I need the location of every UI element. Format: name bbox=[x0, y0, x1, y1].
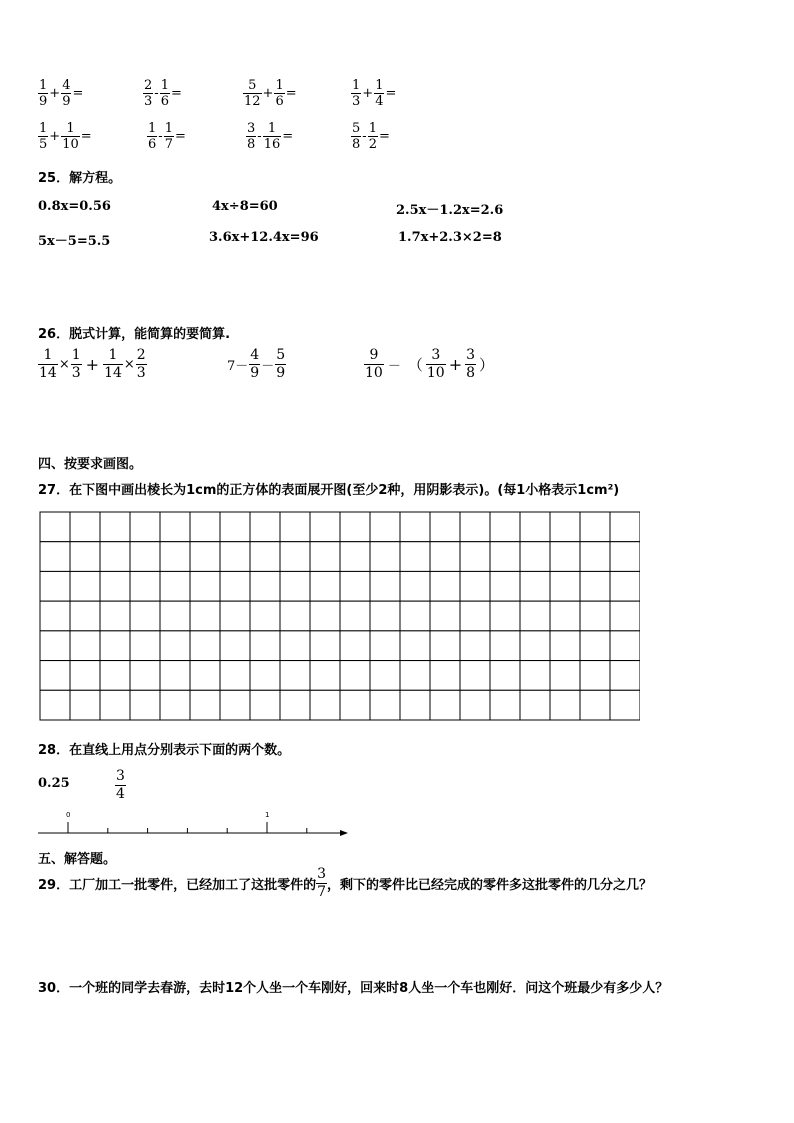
grid-cell[interactable] bbox=[370, 571, 400, 601]
question-26-title: 26．脱式计算，能简算的要简算. bbox=[38, 327, 231, 342]
grid-cell[interactable] bbox=[100, 690, 130, 720]
grid-cell[interactable] bbox=[310, 690, 340, 720]
grid-cell[interactable] bbox=[580, 542, 610, 572]
drawing-grid[interactable] bbox=[39, 511, 640, 721]
grid-cell[interactable] bbox=[370, 631, 400, 661]
grid-cell[interactable] bbox=[190, 542, 220, 572]
fraction-expression: $\frac{1}{6}$ - $\frac{1}{7}$ = bbox=[148, 121, 186, 152]
grid-cell[interactable] bbox=[220, 512, 250, 542]
grid-cell[interactable] bbox=[430, 512, 460, 542]
question-27-title: 27．在下图中画出棱长为1cm的正方体的表面展开图(至少2种，用阴影表示)。(每1小格表示1cm²) bbox=[38, 483, 620, 498]
grid-cell[interactable] bbox=[130, 690, 160, 720]
fraction-expression: $\frac{1}{9}$ + $\frac{4}{9}$ = bbox=[39, 78, 84, 109]
grid-cell[interactable] bbox=[610, 512, 640, 542]
expression-3: $\frac{9}{10}$ － （ $\frac{3}{10}$ + $\frac{3}{8}$ ） bbox=[365, 347, 495, 381]
grid-cell[interactable] bbox=[610, 690, 640, 720]
grid-cell[interactable] bbox=[250, 571, 280, 601]
grid-cell[interactable] bbox=[400, 631, 430, 661]
grid-cell[interactable] bbox=[400, 661, 430, 691]
fraction-expression: $\frac{3}{8}$ - $\frac{1}{16}$ = bbox=[247, 121, 294, 152]
grid-cell[interactable] bbox=[490, 690, 520, 720]
grid-cell[interactable] bbox=[430, 661, 460, 691]
grid-cell[interactable] bbox=[130, 661, 160, 691]
grid-cell[interactable] bbox=[40, 601, 70, 631]
grid-cell[interactable] bbox=[460, 542, 490, 572]
question-28-title: 28．在直线上用点分别表示下面的两个数。 bbox=[38, 743, 291, 758]
grid-cell[interactable] bbox=[460, 631, 490, 661]
grid-cell[interactable] bbox=[220, 571, 250, 601]
grid-cell[interactable] bbox=[400, 542, 430, 572]
fraction-expression: $\frac{5}{12}$ + $\frac{1}{6}$ = bbox=[244, 78, 297, 109]
grid-cell[interactable] bbox=[70, 690, 100, 720]
number-line[interactable] bbox=[36, 808, 356, 840]
grid-cell[interactable] bbox=[580, 601, 610, 631]
grid-cell[interactable] bbox=[100, 661, 130, 691]
grid-cell[interactable] bbox=[340, 690, 370, 720]
grid-cell[interactable] bbox=[430, 542, 460, 572]
grid-cell[interactable] bbox=[220, 690, 250, 720]
grid-cell[interactable] bbox=[190, 690, 220, 720]
grid-cell[interactable] bbox=[460, 571, 490, 601]
grid-cell[interactable] bbox=[250, 631, 280, 661]
grid-cell[interactable] bbox=[460, 512, 490, 542]
grid-cell[interactable] bbox=[430, 690, 460, 720]
grid-cell[interactable] bbox=[190, 601, 220, 631]
grid-cell[interactable] bbox=[160, 571, 190, 601]
grid-cell[interactable] bbox=[220, 601, 250, 631]
fraction-expression: $\frac{2}{3}$ - $\frac{1}{6}$ = bbox=[144, 78, 182, 109]
grid-cell[interactable] bbox=[370, 512, 400, 542]
grid-cell[interactable] bbox=[70, 631, 100, 661]
grid-cell[interactable] bbox=[280, 512, 310, 542]
grid-cell[interactable] bbox=[190, 631, 220, 661]
grid-cell[interactable] bbox=[460, 661, 490, 691]
question-30: 30．一个班的同学去春游，去时12个人坐一个车刚好，回来时8人坐一个车也刚好．问这个班最少有多少人？ bbox=[38, 981, 669, 996]
equation: 1.7x+2.3×2=8 bbox=[398, 230, 502, 245]
grid-cell[interactable] bbox=[250, 661, 280, 691]
grid-cell[interactable] bbox=[550, 690, 580, 720]
question-25-title: 25．解方程。 bbox=[38, 171, 122, 186]
grid-cell[interactable] bbox=[310, 601, 340, 631]
grid-cell[interactable] bbox=[460, 690, 490, 720]
fraction-expression: $\frac{1}{3}$ + $\frac{1}{4}$ = bbox=[352, 78, 397, 109]
grid-cell[interactable] bbox=[610, 542, 640, 572]
tick-label-0: 0 bbox=[66, 811, 71, 819]
grid-cell[interactable] bbox=[340, 631, 370, 661]
grid-cell[interactable] bbox=[400, 690, 430, 720]
grid-cell[interactable] bbox=[520, 571, 550, 601]
grid-cell[interactable] bbox=[550, 571, 580, 601]
fraction: $\frac{1}{9}$ bbox=[39, 78, 48, 109]
grid-cell[interactable] bbox=[490, 542, 520, 572]
grid-cell[interactable] bbox=[70, 571, 100, 601]
grid-cell[interactable] bbox=[70, 512, 100, 542]
grid-cell[interactable] bbox=[70, 661, 100, 691]
grid-cell[interactable] bbox=[280, 661, 310, 691]
grid-cell[interactable] bbox=[310, 661, 340, 691]
grid-cell[interactable] bbox=[40, 690, 70, 720]
grid-cell[interactable] bbox=[430, 601, 460, 631]
grid-cell[interactable] bbox=[310, 631, 340, 661]
grid-cell[interactable] bbox=[520, 512, 550, 542]
grid-cell[interactable] bbox=[280, 601, 310, 631]
grid-cell[interactable] bbox=[280, 571, 310, 601]
grid-cell[interactable] bbox=[250, 542, 280, 572]
grid-cell[interactable] bbox=[130, 601, 160, 631]
grid-cell[interactable] bbox=[40, 661, 70, 691]
grid-cell[interactable] bbox=[100, 571, 130, 601]
grid-cell[interactable] bbox=[190, 661, 220, 691]
grid-cell[interactable] bbox=[340, 542, 370, 572]
grid-cell[interactable] bbox=[160, 661, 190, 691]
equation: 3.6x+12.4x=96 bbox=[209, 230, 319, 245]
grid-cell[interactable] bbox=[70, 542, 100, 572]
grid-cell[interactable] bbox=[310, 512, 340, 542]
grid-cell[interactable] bbox=[130, 512, 160, 542]
expression-1: $\frac{1}{14}$ × $\frac{1}{3}$ + $\frac{1}{14}$ × $\frac{2}{3}$ bbox=[39, 347, 146, 381]
grid-cell[interactable] bbox=[430, 631, 460, 661]
grid-cell[interactable] bbox=[280, 542, 310, 572]
grid-cell[interactable] bbox=[160, 601, 190, 631]
equation: 5x－5=5.5 bbox=[38, 234, 111, 249]
grid-cell[interactable] bbox=[100, 542, 130, 572]
grid-cell[interactable] bbox=[610, 661, 640, 691]
grid-cell[interactable] bbox=[490, 631, 520, 661]
grid-cell[interactable] bbox=[430, 571, 460, 601]
section-5-title: 五、解答题。 bbox=[38, 852, 117, 867]
grid-cell[interactable] bbox=[490, 661, 520, 691]
grid-cell[interactable] bbox=[280, 631, 310, 661]
grid-cell[interactable] bbox=[370, 601, 400, 631]
grid-cell[interactable] bbox=[310, 571, 340, 601]
grid-cell[interactable] bbox=[400, 512, 430, 542]
grid-cell[interactable] bbox=[190, 571, 220, 601]
grid-cell[interactable] bbox=[160, 542, 190, 572]
grid-cell[interactable] bbox=[550, 661, 580, 691]
grid-cell[interactable] bbox=[490, 512, 520, 542]
grid-cell[interactable] bbox=[610, 631, 640, 661]
grid-cell[interactable] bbox=[340, 571, 370, 601]
grid-cell[interactable] bbox=[520, 661, 550, 691]
expression-2: 7－ $\frac{4}{9}$ － $\frac{5}{9}$ bbox=[227, 347, 286, 381]
grid-cell[interactable] bbox=[400, 571, 430, 601]
grid-cell[interactable] bbox=[610, 571, 640, 601]
fraction: $\frac{4}{9}$ bbox=[62, 78, 71, 109]
grid-cell[interactable] bbox=[550, 631, 580, 661]
question-29: 29．工厂加工一批零件，已经加工了这批零件的 $\frac{3}{7}$ ，剩下的零件比已经完成的零件多这批零件的几分之几？ bbox=[38, 866, 653, 900]
grid-cell[interactable] bbox=[220, 661, 250, 691]
grid-cell[interactable] bbox=[280, 690, 310, 720]
grid-cell[interactable] bbox=[40, 571, 70, 601]
grid-cell[interactable] bbox=[340, 512, 370, 542]
grid-cell[interactable] bbox=[580, 571, 610, 601]
grid-cell[interactable] bbox=[40, 542, 70, 572]
grid-cell[interactable] bbox=[160, 690, 190, 720]
grid-cell[interactable] bbox=[250, 690, 280, 720]
section-4-title: 四、按要求画图。 bbox=[38, 457, 143, 472]
grid-cell[interactable] bbox=[40, 631, 70, 661]
grid-cell[interactable] bbox=[370, 542, 400, 572]
grid-cell[interactable] bbox=[580, 690, 610, 720]
grid-cell[interactable] bbox=[340, 661, 370, 691]
grid-cell[interactable] bbox=[400, 601, 430, 631]
grid-cell[interactable] bbox=[550, 542, 580, 572]
equation: 2.5x－1.2x=2.6 bbox=[396, 203, 504, 218]
equation: 0.8x=0.56 bbox=[38, 199, 111, 214]
grid-cell[interactable] bbox=[490, 601, 520, 631]
grid-cell[interactable] bbox=[520, 601, 550, 631]
grid-cell[interactable] bbox=[100, 512, 130, 542]
grid-cell[interactable] bbox=[220, 542, 250, 572]
grid-cell[interactable] bbox=[160, 631, 190, 661]
grid-cell[interactable] bbox=[580, 512, 610, 542]
grid-cell[interactable] bbox=[370, 661, 400, 691]
grid-cell[interactable] bbox=[550, 601, 580, 631]
grid-cell[interactable] bbox=[460, 601, 490, 631]
grid-cell[interactable] bbox=[250, 512, 280, 542]
grid-cell[interactable] bbox=[520, 542, 550, 572]
grid-cell[interactable] bbox=[160, 512, 190, 542]
grid-cell[interactable] bbox=[100, 601, 130, 631]
grid-cell[interactable] bbox=[220, 631, 250, 661]
equation: 4x÷8=60 bbox=[212, 199, 278, 214]
grid-cell[interactable] bbox=[130, 571, 160, 601]
grid-cell[interactable] bbox=[130, 631, 160, 661]
grid-cell[interactable] bbox=[610, 601, 640, 631]
grid-cell[interactable] bbox=[340, 601, 370, 631]
grid-cell[interactable] bbox=[130, 542, 160, 572]
grid-cell[interactable] bbox=[40, 512, 70, 542]
fraction-three-quarters: $\frac{3}{4}$ bbox=[116, 768, 125, 802]
grid-cell[interactable] bbox=[370, 690, 400, 720]
grid-cell[interactable] bbox=[70, 601, 100, 631]
tick-label-1: 1 bbox=[265, 811, 270, 819]
grid-cell[interactable] bbox=[490, 571, 520, 601]
fraction-expression: $\frac{1}{5}$ + $\frac{1}{10}$ = bbox=[39, 121, 92, 152]
grid-cell[interactable] bbox=[190, 512, 220, 542]
grid-cell[interactable] bbox=[100, 631, 130, 661]
grid-cell[interactable] bbox=[250, 601, 280, 631]
grid-cell[interactable] bbox=[580, 661, 610, 691]
grid-cell[interactable] bbox=[550, 512, 580, 542]
grid-cell[interactable] bbox=[520, 690, 550, 720]
grid-cell[interactable] bbox=[310, 542, 340, 572]
grid-cell[interactable] bbox=[580, 631, 610, 661]
number-0-25: 0.25 bbox=[38, 776, 70, 791]
grid-cell[interactable] bbox=[520, 631, 550, 661]
fraction-expression: $\frac{5}{8}$ - $\frac{1}{2}$ = bbox=[352, 121, 390, 152]
